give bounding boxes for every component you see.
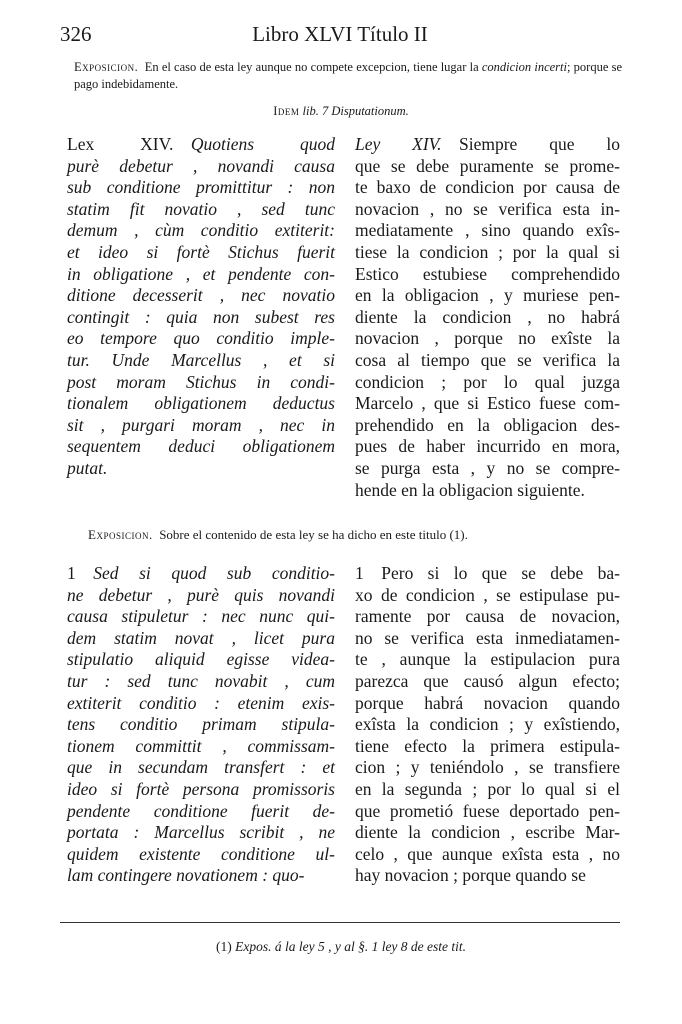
text-line <box>355 328 620 350</box>
text-line <box>355 606 620 628</box>
text-line-content: tionem committit , commissam- <box>67 735 335 756</box>
text-line-content: pues de haber incurrido en mora, <box>355 436 620 457</box>
text-line <box>355 156 620 178</box>
text-line-content: en la obligacion , y muriese pen- <box>355 285 620 306</box>
text-line <box>67 649 335 671</box>
text-line-content: Pero si lo que se debe ba- <box>381 563 620 583</box>
text-line-content: ne debetur , purè quis novandi <box>67 584 335 605</box>
text-line <box>67 563 335 585</box>
text-line <box>67 328 335 350</box>
text-line <box>67 372 335 394</box>
text-line <box>355 350 620 372</box>
text-line <box>67 436 335 458</box>
text-line-content: pendente conditione fuerit de- <box>67 800 335 821</box>
text-line-content: Quotiens quod <box>190 134 335 154</box>
text-line-content: quidem existente conditione ul- <box>67 843 335 864</box>
text-line-content: ideo si fortè persona promissoris <box>67 778 335 799</box>
text-line <box>355 458 620 480</box>
text-line-content: porque habrá novacion quando <box>355 692 620 713</box>
text-line <box>355 844 620 866</box>
exposition-text-end: ; porque se pago indebidamente. <box>74 60 623 91</box>
text-line-content: que se debe puramente se prome- <box>355 155 620 176</box>
text-line-content: putat. <box>67 457 108 478</box>
text-line <box>67 393 335 415</box>
law-heading-spanish: Ley XIV. <box>355 134 442 154</box>
text-line <box>355 480 620 502</box>
text-line <box>355 307 620 329</box>
text-line-content: extiterit conditio : etenim exis- <box>67 692 335 713</box>
law-heading-latin: Lex XIV. <box>67 134 174 154</box>
text-line-content: tiese la condicion ; por la qual si <box>355 241 620 262</box>
latin-text-law-14 <box>67 134 335 480</box>
text-line-content: exîsta la condicion ; y exîstiendo, <box>355 714 620 735</box>
text-line <box>67 264 335 286</box>
text-line <box>67 307 335 329</box>
text-line <box>67 779 335 801</box>
text-line <box>67 458 335 480</box>
exposition-text: En el caso de esta ley aunque no compete excepcion, tiene lugar la <box>144 60 479 74</box>
text-line-content: hay novacion ; porque quando se <box>355 865 586 886</box>
text-line-content: sub conditione promittitur : non <box>67 177 335 198</box>
text-line <box>67 415 335 437</box>
text-line <box>355 801 620 823</box>
text-line-content: statim fit novatio , sed tunc <box>67 198 335 219</box>
text-line-content: condicion ; por lo qual juzga <box>355 371 620 392</box>
text-line <box>355 714 620 736</box>
footnote <box>0 939 682 955</box>
text-line-content: ramente por causa de novacion, <box>355 606 620 627</box>
text-line <box>67 199 335 221</box>
text-line-content: mediatamente , sino quando exîs- <box>355 220 620 241</box>
text-line-content: tur. Unde Marcellus , et si <box>67 349 335 370</box>
text-line <box>67 156 335 178</box>
text-line <box>67 628 335 650</box>
text-line-content: lam contingere novationem : quo- <box>67 865 305 886</box>
text-line-content: Estico estubiese comprehendido <box>355 263 620 284</box>
text-line-content: cion ; y teniéndolo , se transfiere <box>355 757 620 778</box>
text-line <box>355 134 620 156</box>
text-line <box>355 264 620 286</box>
text-line-content: ditione decesserit , nec novatio <box>67 285 335 306</box>
text-line <box>67 177 335 199</box>
text-line <box>67 606 335 628</box>
text-line-content: eo tempore quo conditio imple- <box>67 328 335 349</box>
text-line-content: post moram Stichus in condi- <box>67 371 335 392</box>
text-line <box>355 415 620 437</box>
page-header <box>60 20 620 54</box>
exposition-label-2: Exposicion. <box>88 527 153 542</box>
text-line-content: in obligatione , et pendente con- <box>67 263 335 284</box>
footnote-mark: (1) <box>215 939 232 954</box>
page-number: 326 <box>60 22 92 46</box>
text-line <box>67 285 335 307</box>
exposition-text-2: Sobre el contenido de esta ley se ha dicho en este titulo (1). <box>159 527 468 542</box>
text-line <box>355 285 620 307</box>
text-line-content: que prometió fuese deportado pen- <box>355 800 620 821</box>
text-line <box>355 693 620 715</box>
text-line-content: tionalem obligationem deductus <box>67 393 335 414</box>
exposition-italic-term: condicion incerti <box>481 60 567 74</box>
text-line <box>355 177 620 199</box>
text-line-content: purè debetur , novandi causa <box>67 155 335 176</box>
text-line <box>355 563 620 585</box>
footnote-text: Expos. á la ley 5 , y al §. 1 ley 8 de este tit. <box>235 939 467 954</box>
exposition-label: Exposicion. <box>74 60 139 74</box>
text-line <box>67 822 335 844</box>
text-line <box>67 757 335 779</box>
text-line <box>355 220 620 242</box>
text-line-content: celo , que aunque exîsta esta , no <box>355 843 620 864</box>
text-line <box>355 199 620 221</box>
text-line-content: portata : Marcellus scribit , ne <box>67 822 335 843</box>
text-line <box>355 628 620 650</box>
text-line-content: contingit : quia non subest res <box>67 306 335 327</box>
text-line <box>67 736 335 758</box>
text-line-content: tur : sed tunc novabit , cum <box>67 670 335 691</box>
footnote-rule <box>60 922 620 923</box>
text-line <box>355 865 620 887</box>
text-line-content: tens conditio primam stipula- <box>67 714 335 735</box>
text-line <box>67 585 335 607</box>
text-line <box>355 779 620 801</box>
text-line <box>355 757 620 779</box>
text-line-content: xo de condicion , se estipulase pu- <box>355 584 620 605</box>
spanish-text-section-1 <box>355 563 620 887</box>
text-line-content: dem statim novat , licet pura <box>67 627 335 648</box>
section-number-latin: 1 <box>67 563 76 583</box>
text-line-content: Sed si quod sub conditio- <box>93 563 335 583</box>
text-line-content: no se verifica esta inmediatamen- <box>355 627 620 648</box>
text-line-content: tiene efecto la primera estipula- <box>355 735 620 756</box>
text-line-content: te baxo de condicion por causa de <box>355 177 620 198</box>
text-line-content: Marcelo , que si Estico fuese com- <box>355 393 620 414</box>
text-line-content: te , aunque la estipulacion pura <box>355 649 620 670</box>
text-line-content: en la segunda ; por lo qual si el <box>355 778 620 799</box>
exposition-paragraph <box>74 59 622 93</box>
text-line-content: diente la condicion , no habrá <box>355 306 620 327</box>
text-line <box>355 436 620 458</box>
text-line-content: se purga esta , y no se compre- <box>355 457 620 478</box>
source-name: Idem <box>273 104 300 118</box>
text-line-content: sit , purgari moram , nec in <box>67 414 335 435</box>
text-line <box>67 350 335 372</box>
latin-text-section-1 <box>67 563 335 887</box>
source-reference: lib. 7 Disputationum. <box>302 104 409 118</box>
text-line-content: cosa al tiempo que se verifica la <box>355 349 620 370</box>
text-line-content: demum , cùm conditio extiterit: <box>67 220 335 241</box>
text-line <box>355 393 620 415</box>
source-citation <box>0 104 682 119</box>
text-line <box>67 693 335 715</box>
text-line <box>67 671 335 693</box>
text-line-content: diente la condicion , escribe Mar- <box>355 822 620 843</box>
section-number-spanish: 1 <box>355 563 364 583</box>
text-line <box>67 242 335 264</box>
text-line <box>67 865 335 887</box>
text-line-content: Siempre que lo <box>459 134 621 154</box>
text-line <box>355 242 620 264</box>
text-line <box>355 649 620 671</box>
text-line-content: prehendido en la obligacion des- <box>355 414 620 435</box>
text-line <box>355 585 620 607</box>
text-line-content: novacion , porque no exîste la <box>355 328 620 349</box>
running-title: Libro XLVI Título II <box>252 22 428 46</box>
text-line-content: novacion , no se verifica esta in- <box>355 198 620 219</box>
text-line-content: que in secundam transfert : et <box>67 757 335 778</box>
text-line <box>355 736 620 758</box>
exposition-paragraph-2 <box>88 527 628 543</box>
text-line <box>67 220 335 242</box>
text-line <box>355 372 620 394</box>
text-line-content: sequentem deduci obligationem <box>67 436 335 457</box>
text-line-content: hende en la obligacion siguiente. <box>355 479 585 500</box>
text-line <box>355 822 620 844</box>
text-line-content: parezca que causó algun efecto; <box>355 670 620 691</box>
text-line <box>67 844 335 866</box>
text-line <box>67 134 335 156</box>
spanish-text-law-14 <box>355 134 620 501</box>
text-line-content: stipulatio aliquid egisse videa- <box>67 649 335 670</box>
text-line <box>355 671 620 693</box>
text-line-content: et ideo si fortè Stichus fuerit <box>67 241 335 262</box>
text-line <box>67 801 335 823</box>
text-line <box>67 714 335 736</box>
text-line-content: causa stipuletur : nec nunc qui- <box>67 606 335 627</box>
